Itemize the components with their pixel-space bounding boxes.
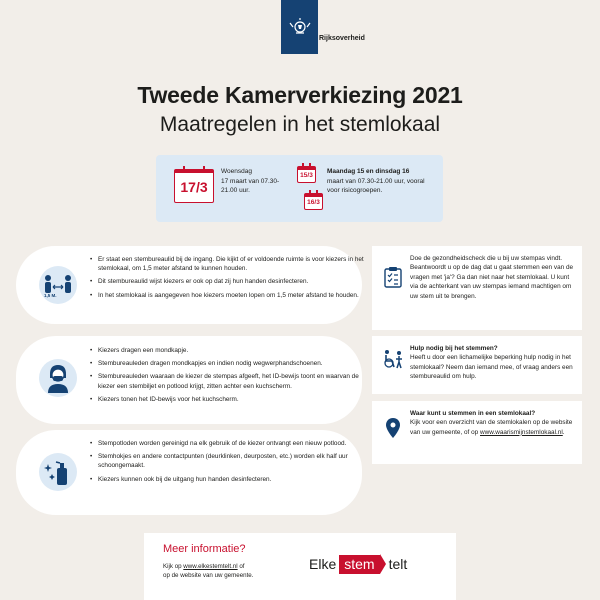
hygiene-card xyxy=(16,430,362,515)
more-info-text: Kijk op www.elkestemtelt.nl of op de website van uw gemeente. xyxy=(163,563,254,579)
dates-panel xyxy=(156,155,443,222)
health-check-text: Doe de gezondheidscheck die u bij uw stempas vindt. Beantwoordt u op de dag dat u gaat stemmen een van de vragen met 'ja'? Ga dan niet naar het stemlokaal. U kunt via de achterkant van uw stempas iemand machtigen om uw stem uit te brengen. xyxy=(410,255,574,300)
footer xyxy=(144,533,456,600)
disinfectant-icon xyxy=(38,452,78,492)
list-item: • Kiezers dragen een mondkapje. xyxy=(90,346,365,355)
calendar-icon-17-3: 17/3 xyxy=(174,169,214,203)
slogan-word-elke: Elke xyxy=(309,556,337,572)
health-check-card xyxy=(372,246,582,330)
calendar-icon-15-3: 15/3 xyxy=(297,166,316,183)
slogan-word-stem: stem xyxy=(339,555,379,574)
date-wednesday: Woensdag 17 maart van 07.30-21.00 uur. xyxy=(221,168,280,194)
location-pin-icon xyxy=(382,417,404,439)
mask-icon xyxy=(38,358,78,398)
mask-rules-list xyxy=(90,346,365,408)
distance-icon xyxy=(38,265,78,305)
list-item: • Dit stembureaulid wijst kiezers er ook op dat zij hun handen desinfecteren. xyxy=(90,277,365,286)
rijksoverheid-logo xyxy=(281,0,318,54)
list-item: • Stempotloden worden gereinigd na elk gebruik of de kiezer ontvangt een nieuw potlood. xyxy=(90,439,365,448)
arrow-icon xyxy=(380,554,386,574)
list-item: • Stembureauleden dragen mondkapjes en indien nodig wegwerphandschoenen. xyxy=(90,359,365,368)
page-title: Tweede Kamerverkiezing 2021 xyxy=(137,82,463,108)
where-text: Waar kunt u stemmen in een stemlokaal? Kijk voor een overzicht van de stemlokalen op de website van uw gemeente, of op www.waarismijnstemlokaal.nl. xyxy=(410,410,573,436)
distance-rules-list xyxy=(90,255,365,304)
waarismijnstemlokaal-link[interactable]: www.waarismijnstemlokaal.nl xyxy=(480,428,563,436)
slogan-word-telt: telt xyxy=(388,556,408,572)
wheelchair-icon xyxy=(382,348,404,370)
list-item: • Stemhokjes en andere contactpunten (deurklinken, deurposten, etc.) worden elk half uur schoongemaakt. xyxy=(90,452,365,470)
more-info-title: Meer informatie? xyxy=(163,543,246,555)
help-card xyxy=(372,336,582,394)
list-item: • Stembureauleden waaraan de kiezer de stempas afgeeft, het ID-bewijs toont en waarvan de kiezer een stembiljet en potlood krijgt, zitten achter een kuchscherm. xyxy=(90,372,365,390)
distance-label: 1,5 M. xyxy=(44,293,57,298)
coat-of-arms-icon xyxy=(289,18,311,36)
list-item: • In het stemlokaal is aangegeven hoe kiezers moeten lopen om 1,5 meter afstand te houden. xyxy=(90,291,365,300)
org-name: Rijksoverheid xyxy=(319,35,365,42)
slogan-logo xyxy=(309,554,407,574)
elkestemtelt-link[interactable]: www.elkestemtelt.nl xyxy=(183,563,238,570)
list-item: • Kiezers tonen het ID-bewijs voor het kuchscherm. xyxy=(90,395,365,404)
help-text: Hulp nodig bij het stemmen? Heeft u door een lichamelijke beperking hulp nodig in het stemlokaal? Neem dan iemand mee, of vraag anders een stembureaulid om hulp. xyxy=(410,345,573,381)
page-subtitle: Maatregelen in het stemlokaal xyxy=(159,113,441,136)
hygiene-rules-list xyxy=(90,439,365,488)
calendar-icon-16-3: 16/3 xyxy=(304,193,323,210)
mask-card xyxy=(16,336,362,424)
list-item: • Kiezers kunnen ook bij de uitgang hun handen desinfecteren. xyxy=(90,475,365,484)
list-item: • Er staat een stembureaulid bij de ingang. Die kijkt of er voldoende ruimte is voor kiezers in het stemlokaal, om 1,5 meter afstand te kunnen houden. xyxy=(90,255,365,273)
distance-card xyxy=(16,246,362,324)
checklist-icon xyxy=(382,266,404,288)
date-monday-tuesday: Maandag 15 en dinsdag 16 maart van 07.30-21.00 uur, vooral voor risicogroepen. xyxy=(327,168,425,194)
where-card xyxy=(372,401,582,464)
